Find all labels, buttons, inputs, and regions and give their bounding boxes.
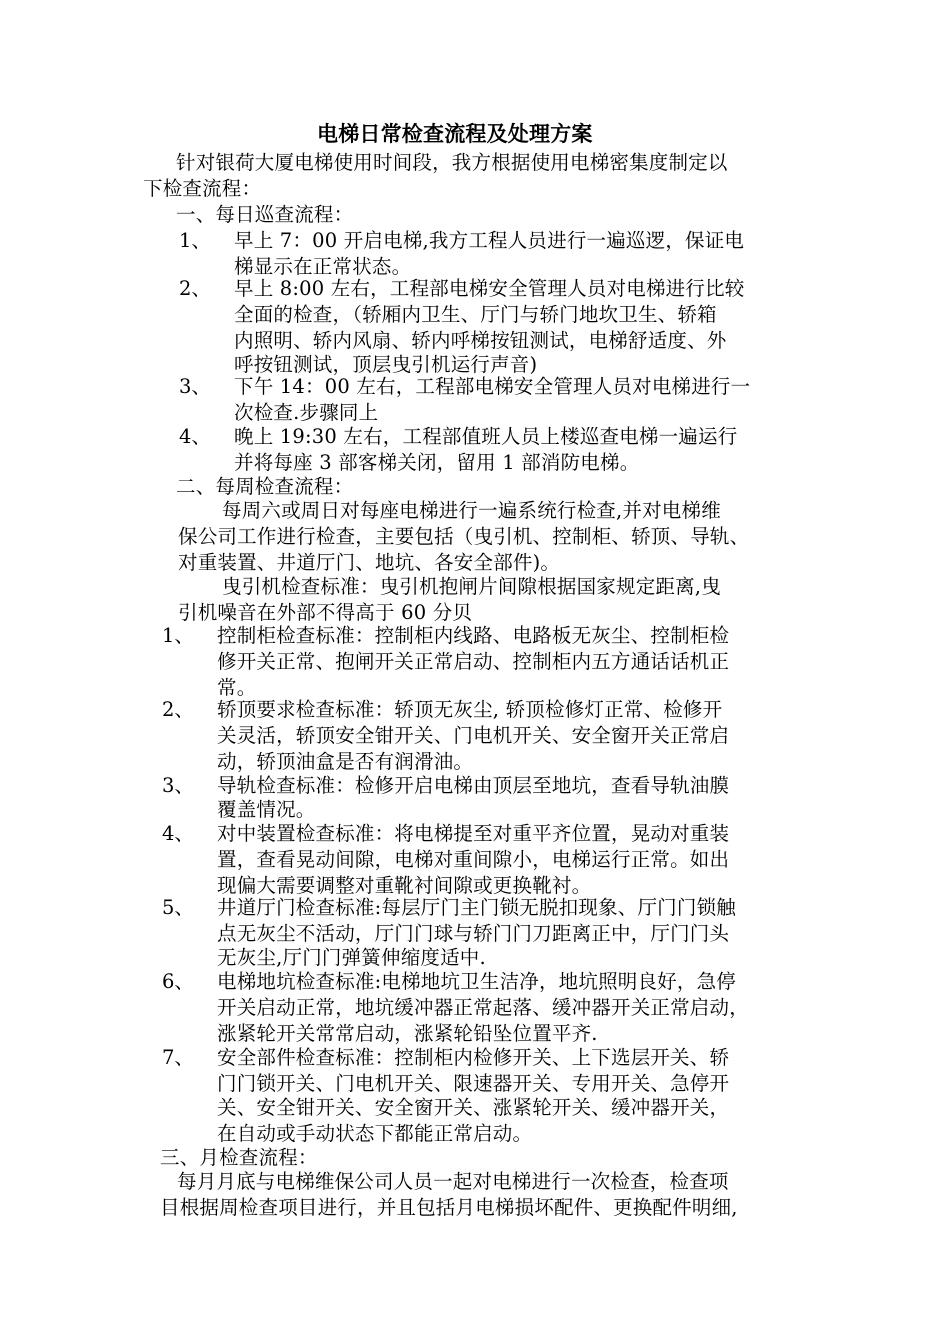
- s2-item-7-line-1: 安全部件检查标准：控制柜内检修开关、上下选层开关、轿: [217, 1046, 730, 1069]
- s1-item-2-line-2: 全面的检查，（轿厢内卫生、厅门与轿门地坎卫生、轿箱: [234, 303, 717, 326]
- s2-item-2-number: 2、: [162, 698, 194, 721]
- s2-para-line-2: 保公司工作进行检查，主要包括（曳引机、控制柜、轿顶、导轨、: [178, 525, 750, 548]
- s2-item-5-line-2: 点无灰尘不活动，厅门门球与轿门门刀距离正中，厅门门头: [217, 922, 730, 945]
- s2-item-2-line-3: 动，轿顶油盒是否有润滑油。: [217, 750, 474, 773]
- s2-item-7-number: 7、: [162, 1046, 194, 1069]
- intro-line-1: 针对银荷大厦电梯使用时间段，我方根据使用电梯密集度制定以: [176, 151, 728, 174]
- s1-item-1-line-1: 早上 7：00 开启电梯,我方工程人员进行一遍巡逻，保证电: [234, 229, 745, 252]
- s1-item-3-line-1: 下午 14：00 左右，工程部电梯安全管理人员对电梯进行一: [234, 375, 751, 398]
- s2-item-5-number: 5、: [162, 896, 194, 919]
- s2-item-3-line-1: 导轨检查标准：检修开启电梯由顶层至地坑，查看导轨油膜: [217, 774, 730, 797]
- s2-item-1-line-3: 常。: [217, 676, 257, 699]
- section-2-heading: 二、每周检查流程：: [176, 475, 354, 498]
- s1-item-1-number: 1、: [179, 229, 211, 252]
- s2-item-4-line-1: 对中装置检查标准：将电梯提至对重平齐位置，晃动对重装: [217, 822, 730, 845]
- traction-standard-line-2: 引机噪音在外部不得高于 60 分贝: [178, 601, 473, 624]
- s2-para-line-3: 对重装置、井道厅门、地坑、各安全部件)。: [178, 551, 561, 574]
- s1-item-1-line-2: 梯显示在正常状态。: [234, 255, 412, 278]
- s2-item-1-line-2: 修开关正常、抱闸开关正常启动、控制柜内五方通话话机正: [217, 650, 730, 673]
- s2-item-1-number: 1、: [162, 624, 194, 647]
- s2-item-6-number: 6、: [162, 970, 194, 993]
- section-3-heading: 三、月检查流程：: [160, 1146, 318, 1169]
- s2-item-2-line-1: 轿顶要求检查标准：轿顶无灰尘, 轿顶检修灯正常、检修开: [217, 698, 723, 721]
- s2-item-7-line-3: 关、安全钳开关、安全窗开关、涨紧轮开关、缓冲器开关，: [217, 1096, 730, 1119]
- s2-item-2-line-2: 关灵活，轿顶安全钳开关、门电机开关、安全窗开关正常启: [217, 724, 730, 747]
- s2-item-5-line-3: 无灰尘,厅门门弹簧伸缩度适中.: [217, 946, 486, 969]
- s2-item-5-line-1: 井道厅门检查标准:每层厅门主门锁无脱扣现象、厅门门锁触: [217, 896, 736, 919]
- s1-item-2-line-1: 早上 8:00 左右，工程部电梯安全管理人员对电梯进行比较: [234, 277, 745, 300]
- intro-line-2: 下检查流程：: [143, 177, 262, 200]
- s2-item-3-line-2: 覆盖情况。: [217, 798, 316, 821]
- s1-item-3-number: 3、: [179, 375, 211, 398]
- s2-item-7-line-4: 在自动或手动状态下都能正常启动。: [217, 1122, 533, 1145]
- s1-item-4-number: 4、: [179, 425, 211, 448]
- s3-para-line-2: 目根据周检查项目进行，并且包括月电梯损坏配件、更换配件明细,: [160, 1196, 738, 1219]
- s1-item-3-line-2: 次检查.步骤同上: [234, 401, 379, 424]
- s2-item-3-number: 3、: [162, 774, 194, 797]
- s1-item-4-line-2: 并将每座 3 部客梯关闭，留用 1 部消防电梯。: [234, 451, 640, 474]
- s1-item-2-line-3: 内照明、轿内风扇、轿内呼梯按钮测试，电梯舒适度、外: [234, 329, 727, 352]
- s1-item-2-line-4: 呼按钮测试，顶层曳引机运行声音): [234, 353, 538, 376]
- s2-item-4-line-3: 现偏大需要调整对重靴衬间隙或更换靴衬。: [217, 874, 592, 897]
- s2-item-6-line-2: 开关启动正常，地坑缓冲器正常起落、缓冲器开关正常启动，: [217, 996, 749, 1019]
- s2-item-6-line-1: 电梯地坑检查标准:电梯地坑卫生洁净，地坑照明良好，急停: [217, 970, 736, 993]
- s1-item-4-line-1: 晚上 19:30 左右，工程部值班人员上楼巡查电梯一遍运行: [234, 425, 738, 448]
- traction-standard-line-1: 曳引机检查标准：曳引机抱闸片间隙根据国家规定距离,曳: [222, 575, 721, 598]
- s2-item-4-line-2: 置，查看晃动间隙，电梯对重间隙小，电梯运行正常。如出: [217, 848, 730, 871]
- s2-para-line-1: 每周六或周日对每座电梯进行一遍系统行检查,并对电梯维: [222, 499, 721, 522]
- s3-para-line-1: 每月月底与电梯维保公司人员一起对电梯进行一次检查，检查项: [177, 1170, 729, 1193]
- s2-item-7-line-2: 门门锁开关、门电机开关、限速器开关、专用开关、急停开: [217, 1072, 730, 1095]
- s2-item-1-line-1: 控制柜检查标准：控制柜内线路、电路板无灰尘、控制柜检: [217, 624, 730, 647]
- document-title: 电梯日常检查流程及处理方案: [317, 121, 593, 146]
- s2-item-6-line-3: 涨紧轮开关常常启动，涨紧轮铅坠位置平齐.: [217, 1022, 598, 1045]
- section-1-heading: 一、每日巡查流程：: [176, 203, 354, 226]
- s2-item-4-number: 4、: [162, 822, 194, 845]
- s1-item-2-number: 2、: [179, 277, 211, 300]
